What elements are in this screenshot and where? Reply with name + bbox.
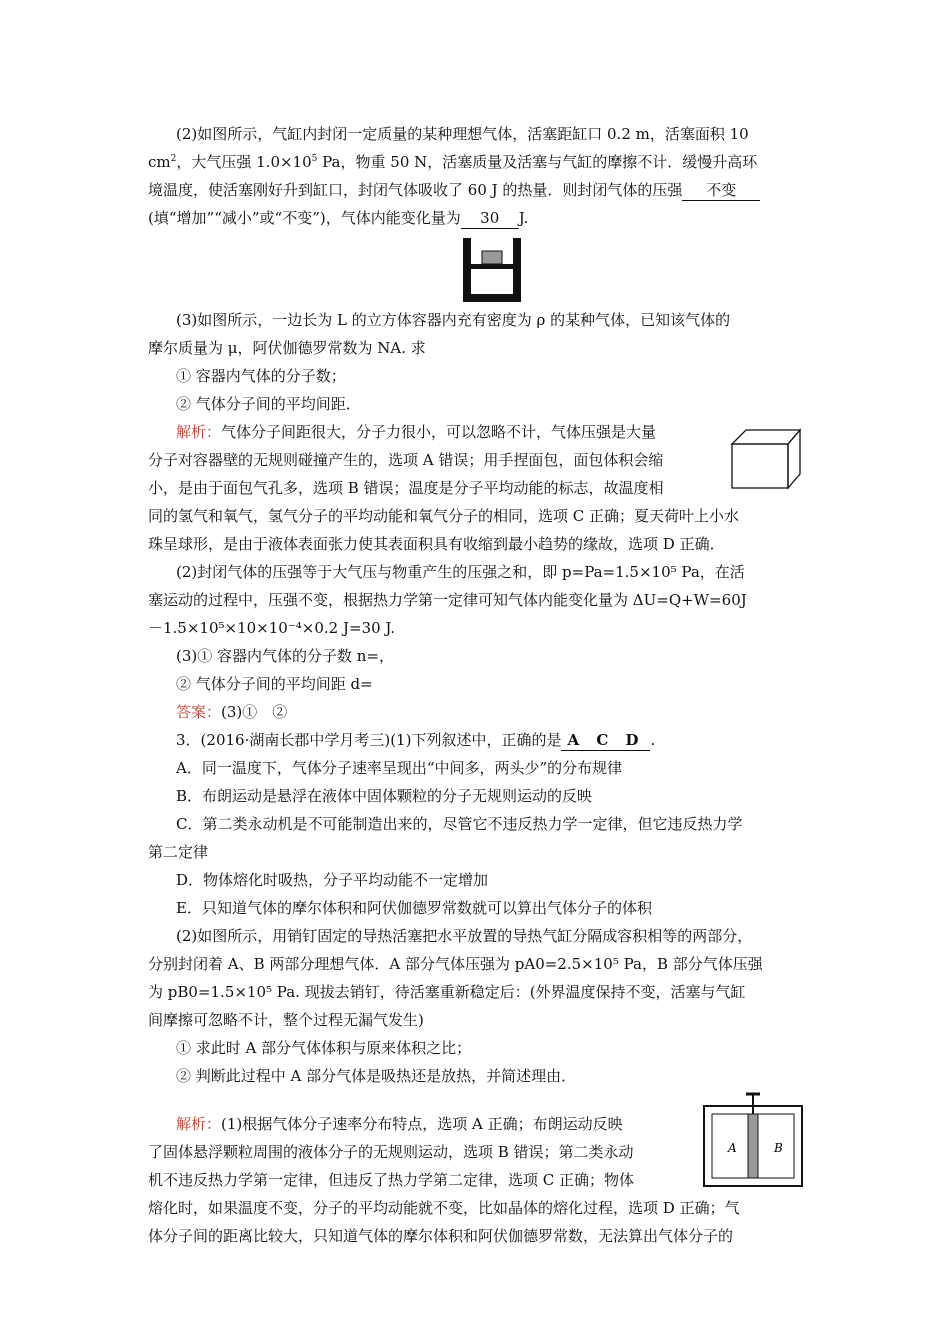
problem-3-q2-item-1: ① 求此时 A 部分气体体积与原来体积之比； — [176, 1039, 472, 1057]
analysis-b-label: 解析： — [176, 1115, 222, 1133]
option-d: D．物体熔化时吸热，分子平均动能不一定增加 — [176, 871, 489, 889]
option-b: B．布朗运动是悬浮在液体中固体颗粒的分子无规则运动的反映 — [176, 787, 593, 805]
analysis-1-line-4: 同的氢气和氧气，氢气分子的平均动能和氧气分子的相同，选项 C 正确；夏天荷叶上小水 — [148, 507, 740, 525]
q2-line-3-text: 境温度，使活塞刚好升到缸口，封闭气体吸收了 60 J 的热量．则封闭气体的压强 — [148, 181, 683, 199]
q3-line-1: (3)如图所示，一边长为 L 的立方体容器内充有密度为 ρ 的某种气体，已知该气体的 — [176, 311, 731, 329]
analysis-b-line-4: 熔化时，如果温度不变，分子的平均动能就不变，比如晶体的熔化过程，选项 D 正确；气 — [148, 1199, 740, 1217]
fig-label-b: B — [774, 1141, 783, 1155]
analysis-1-line-5: 珠呈球形，是由于液体表面张力使其表面积具有收缩到最小趋势的缘故，选项 D 正确． — [148, 535, 725, 553]
analysis-label: 解析： — [176, 423, 222, 441]
problem-3-line-1-a: 3．(2016·湖南长郡中学月考三)(1)下列叙述中，正确的是 — [176, 731, 562, 749]
analysis-b-line-2: 了固体悬浮颗粒周围的液体分子的无规则运动，选项 B 错误；第二类永动 — [148, 1143, 634, 1161]
q2-line-2-sup: 2 — [170, 154, 177, 164]
option-e: E．只知道气体的摩尔体积和阿伏伽德罗常数就可以算出气体分子的体积 — [176, 899, 652, 917]
q2-line-4 — [148, 208, 528, 229]
q3-item-2: ② 气体分子间的平均间距． — [176, 395, 361, 413]
analysis-b-line-5: 体分子间的距离比较大，只知道气体的摩尔体积和阿伏伽德罗常数，无法算出气体分子的 — [148, 1227, 734, 1245]
analysis-1-line-3: 小，是由于面包气孔多，选项 B 错误；温度是分子平均动能的标志，故温度相 — [148, 479, 664, 497]
cylinder-figure — [460, 236, 524, 304]
q2-line-2-b: ，大气压强 1.0×10 — [176, 153, 312, 171]
q2-answer-blank-2: 30 — [461, 208, 519, 229]
cube-figure — [730, 428, 802, 490]
q3-line-2: 摩尔质量为 μ，阿伏伽德罗常数为 NA. 求 — [148, 339, 426, 357]
analysis-b-line-1 — [176, 1114, 623, 1134]
problem-3-q2-line-1: (2)如图所示，用销钉固定的导热活塞把水平放置的导热气缸分隔成容积相等的两部分， — [176, 927, 753, 945]
answer-line — [176, 702, 287, 722]
q2-line-4-a: (填“增加”“减小”或“不变”)，气体内能变化量为 — [148, 209, 461, 227]
q2-line-2 — [148, 152, 757, 172]
analysis-2-line-2: 塞运动的过程中，压强不变，根据热力学第一定律可知气体内能变化量为 ΔU=Q+W=60J — [148, 591, 747, 609]
problem-3-line-1 — [176, 730, 655, 751]
answer-value: (3)① ② — [221, 703, 288, 721]
piston-cylinder-figure — [702, 1092, 804, 1188]
problem-3-q2-line-4: 间摩擦可忽略不计，整个过程无漏气发生) — [148, 1011, 424, 1029]
analysis-2-line-3: －1.5×10⁵×10×10⁻⁴×0.2 J=30 J. — [148, 619, 396, 637]
q2-line-4-b: J. — [518, 209, 529, 227]
option-c-line-2: 第二定律 — [148, 843, 209, 861]
analysis-3-line-2: ② 气体分子间的平均间距 d= — [176, 675, 373, 693]
q2-line-1: (2)如图所示，气缸内封闭一定质量的某种理想气体，活塞距缸口 0.2 m，活塞面积 10 — [176, 125, 749, 143]
answer-label: 答案： — [176, 703, 222, 721]
problem-3-q2-line-2: 分别封闭着 A、B 两部分理想气体．A 部分气体压强为 pA0=2.5×10⁵ Pa，B 部分气体压强 — [148, 955, 763, 973]
q2-line-2-c: Pa，物重 50 N，活塞质量及活塞与气缸的摩擦不计．缓慢升高环 — [317, 153, 758, 171]
problem-3-line-1-b: . — [650, 731, 656, 749]
q3-item-1: ① 容器内气体的分子数； — [176, 367, 346, 385]
option-c-line-1: C．第二类永动机是不可能制造出来的，尽管它不违反热力学一定律，但它违反热力学 — [176, 815, 743, 833]
analysis-b-line-1-text: (1)根据气体分子速率分布特点，选项 A 正确；布朗运动反映 — [221, 1115, 623, 1133]
q2-line-2-a: cm — [148, 153, 171, 171]
problem-3-q2-line-3: 为 pB0=1.5×10⁵ Pa. 现拔去销钉，待活塞重新稳定后：(外界温度保持不变，活塞与气缸 — [148, 983, 746, 1001]
problem-3-q2-item-2: ② 判断此过程中 A 部分气体是吸热还是放热，并简述理由． — [176, 1067, 577, 1085]
analysis-2-line-1: (2)封闭气体的压强等于大气压与物重产生的压强之和，即 p=Pa=1.5×10⁵ Pa，在活 — [176, 563, 745, 581]
q2-line-3 — [148, 180, 760, 201]
q2-answer-blank-1: 不变 — [682, 180, 760, 201]
problem-3-answer-blank: A C D — [561, 730, 650, 751]
analysis-1-line-1-text: 气体分子间距很大，分子力很小，可以忽略不计，气体压强是大量 — [221, 423, 657, 441]
analysis-3-line-1: (3)① 容器内气体的分子数 n=， — [176, 647, 395, 665]
analysis-1-line-2: 分子对容器壁的无规则碰撞产生的，选项 A 错误；用手捏面包，面包体积会缩 — [148, 451, 664, 469]
q2-line-2-sup2: 5 — [311, 154, 318, 164]
analysis-1-line-1 — [176, 422, 656, 442]
analysis-b-line-3: 机不违反热力学第一定律，但违反了热力学第二定律，选项 C 正确；物体 — [148, 1171, 635, 1189]
option-a: A．同一温度下，气体分子速率呈现出“中间多，两头少”的分布规律 — [176, 759, 623, 777]
fig-label-a: A — [728, 1141, 737, 1155]
